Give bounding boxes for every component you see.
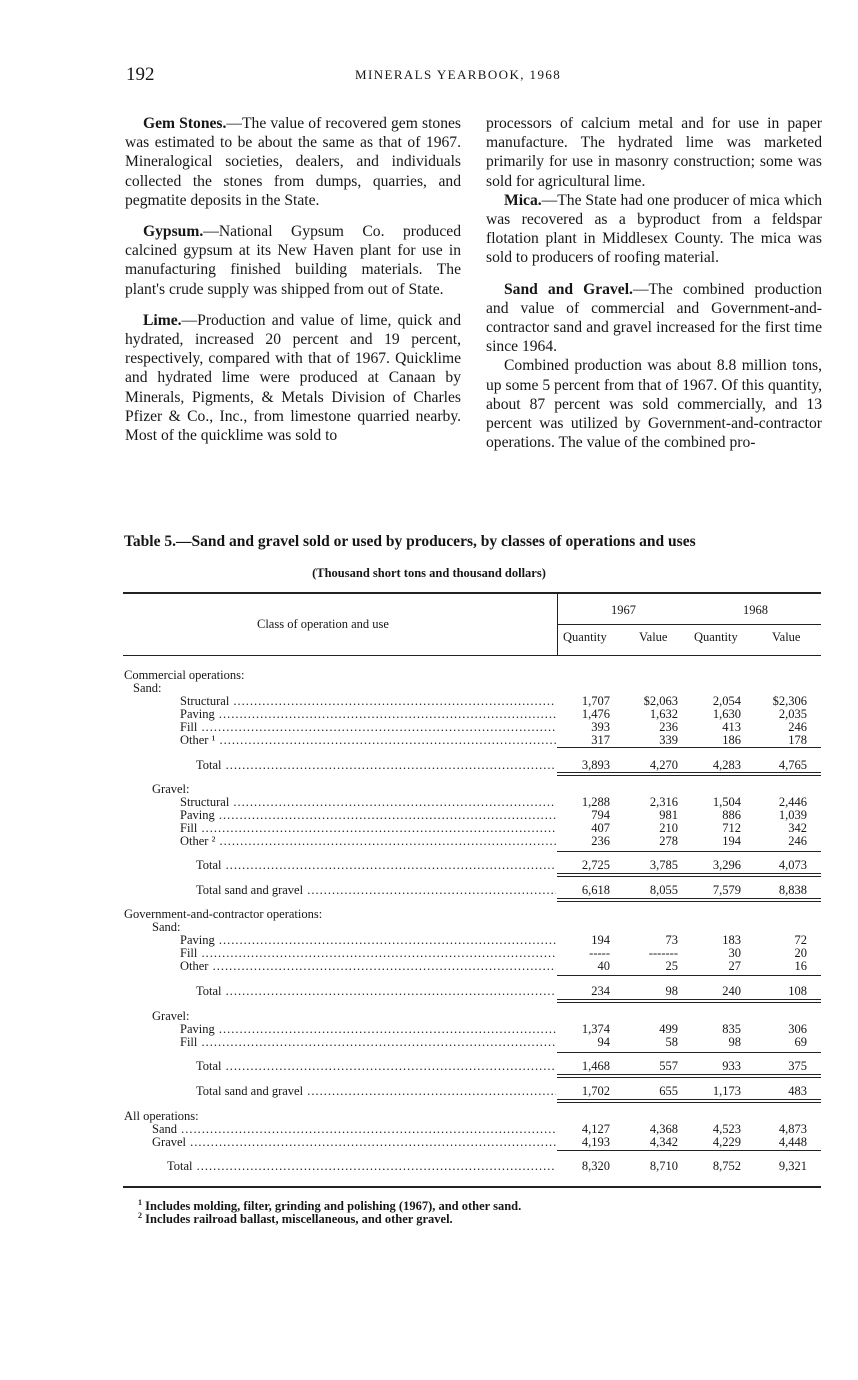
value-1968-cell: 69 [794, 1035, 807, 1049]
footnote-2 [138, 1211, 453, 1227]
quantity-1968-cell: 1,173 [712, 1084, 741, 1098]
total-double-rule [557, 873, 821, 877]
row-label: Paving ..... [180, 1023, 556, 1036]
footnote-2-mark: 2 [138, 1211, 142, 1220]
value-1968-cell: 483 [788, 1084, 807, 1098]
table-row [0, 960, 858, 973]
mica-paragraph [486, 191, 822, 268]
gem-stones-paragraph [125, 114, 461, 210]
quantity-1968-cell: 4,283 [712, 758, 741, 772]
value-1968-cell: 4,765 [778, 758, 807, 772]
footnote-2-text: Includes railroad ballast, miscellaneous, and other gravel. [145, 1212, 453, 1227]
footnote-1-text: Includes molding, filter, grinding and polishing (1967), and other sand. [145, 1199, 522, 1214]
quantity-1967-cell: 8,320 [581, 1159, 610, 1173]
mica-text: —The State had one producer of mica which was recovered as a byproduct from a feldspar flotation plant in Middlesex County. The mica was sold to producers of roofing material. [486, 191, 822, 267]
sand-gravel-paragraph [486, 280, 822, 357]
value-1968-cell: 2,446 [778, 795, 807, 809]
quantity-1968-cell: 712 [722, 821, 741, 835]
value-1967-cell: 58 [665, 1035, 678, 1049]
row-label: Sand ..... [152, 1123, 556, 1136]
row-label: Total ..... [196, 759, 556, 772]
table-subtitle: (Thousand short tons and thousand dollars) [312, 566, 546, 580]
quantity-1968-cell: 1,504 [712, 795, 741, 809]
value-1967-cell: 557 [659, 1059, 678, 1073]
table-row [0, 1060, 858, 1073]
mica-heading: Mica. [504, 191, 542, 209]
total-double-rule [557, 772, 821, 776]
table-row [0, 1160, 858, 1173]
sand-gravel-heading: Sand and Gravel. [504, 280, 633, 298]
value-1967-cell: 2,316 [649, 795, 678, 809]
quantity-1968-cell: 240 [722, 984, 741, 998]
value-1968-cell: 2,035 [778, 707, 807, 721]
quantity-1967-cell: 1,476 [581, 707, 610, 721]
row-label: Fill ..... [180, 822, 556, 835]
table-row [0, 835, 858, 848]
quantity-1967-cell: 94 [597, 1035, 610, 1049]
subtotal-rule [557, 1052, 821, 1053]
value-1967-cell: $2,063 [643, 694, 678, 708]
value-1968-cell: 108 [788, 984, 807, 998]
quantity-1967-cell: 2,725 [581, 858, 610, 872]
quantity-1967-cell: 1,374 [581, 1022, 610, 1036]
row-label: All operations: [124, 1110, 199, 1123]
right-text-column [486, 114, 822, 452]
value-1967-cell: 236 [659, 720, 678, 734]
table-row [0, 1036, 858, 1049]
table-top-rule [123, 592, 821, 594]
value-1968-cell: 9,321 [778, 1159, 807, 1173]
value-1968-cell: 178 [788, 733, 807, 747]
value-1968-header: Value [772, 630, 801, 644]
table-row [0, 1136, 858, 1149]
value-1967-cell: 1,632 [649, 707, 678, 721]
value-1968-cell: 306 [788, 1022, 807, 1036]
value-1968-cell: 342 [788, 821, 807, 835]
year-header-rule [557, 624, 821, 625]
quantity-1968-cell: 8,752 [712, 1159, 741, 1173]
quantity-1967-cell: 6,618 [581, 883, 610, 897]
table-row [0, 985, 858, 998]
table-row [0, 734, 858, 747]
row-label: Total sand and gravel ..... [196, 884, 556, 897]
running-header: MINERALS YEARBOOK, 1968 [355, 67, 562, 82]
page-number: 192 [126, 64, 155, 85]
lime-text: —Production and value of lime, quick and hydrated, increased 20 percent and 19 percent, respectively, compared with that of 1967. Quicklime and hydrated lime were produced at Canaan by Minerals, Pigments, & Metals Division of Charles Pfizer & Co., Inc., from limestone quarried nearby. Most of the quicklime was sold to [125, 311, 461, 445]
value-1968-cell: 8,838 [778, 883, 807, 897]
gypsum-heading: Gypsum. [143, 223, 204, 241]
quantity-1967-cell: 194 [591, 933, 610, 947]
value-1967-cell: 25 [665, 959, 678, 973]
row-label: Structural ..... [180, 796, 556, 809]
left-text-column [125, 114, 461, 445]
table-row [0, 1085, 858, 1098]
value-1967-cell: 4,270 [649, 758, 678, 772]
table-title: Table 5.—Sand and gravel sold or used by producers, by classes of operations and uses [124, 533, 696, 550]
value-1967-cell: 4,368 [649, 1122, 678, 1136]
quantity-1968-cell: 4,523 [712, 1122, 741, 1136]
quantity-1967-cell: 794 [591, 808, 610, 822]
value-1968-cell: 246 [788, 834, 807, 848]
quantity-1967-cell: 1,288 [581, 795, 610, 809]
total-double-rule [557, 999, 821, 1003]
value-1967-cell: ------- [648, 946, 678, 960]
row-label: Paving ..... [180, 809, 556, 822]
value-1967-cell: 4,342 [649, 1135, 678, 1149]
lime-heading: Lime. [143, 311, 182, 329]
table-row [0, 908, 858, 921]
row-label: Fill ..... [180, 947, 556, 960]
value-1967-cell: 73 [665, 933, 678, 947]
quantity-1968-cell: 183 [722, 933, 741, 947]
quantity-1967-cell: 4,127 [581, 1122, 610, 1136]
total-double-rule [557, 898, 821, 902]
value-1967-header: Value [639, 630, 668, 644]
subtotal-rule [557, 851, 821, 852]
quantity-1968-cell: 886 [722, 808, 741, 822]
quantity-1967-cell: 1,707 [581, 694, 610, 708]
table-bottom-rule [123, 1186, 821, 1188]
quantity-1967-cell: 236 [591, 834, 610, 848]
value-1967-cell: 8,055 [649, 883, 678, 897]
combined-production-paragraph: Combined production was about 8.8 million tons, up some 5 percent from that of 1967. Of this quantity, about 87 percent was sold commercially, and 13 percent was utilized by Government-and-contractor operations. The value of the combined pro- [486, 357, 822, 452]
row-label: Total sand and gravel ..... [196, 1085, 556, 1098]
value-1967-cell: 98 [665, 984, 678, 998]
value-1968-cell: 4,073 [778, 858, 807, 872]
table-row [0, 669, 858, 682]
row-label: Total ..... [196, 1060, 556, 1073]
quantity-1968-cell: 186 [722, 733, 741, 747]
quantity-1968-cell: 835 [722, 1022, 741, 1036]
quantity-1967-cell: 407 [591, 821, 610, 835]
row-label: Fill ..... [180, 1036, 556, 1049]
row-label: Fill ..... [180, 721, 556, 734]
row-label: Paving ..... [180, 934, 556, 947]
quantity-1968-header: Quantity [694, 630, 738, 644]
quantity-1968-cell: 933 [722, 1059, 741, 1073]
row-label: Total ..... [196, 859, 556, 872]
quantity-1968-cell: 194 [722, 834, 741, 848]
row-label: Gravel: [152, 783, 190, 796]
row-label: Structural ..... [180, 695, 556, 708]
row-label: Sand: [133, 682, 162, 695]
lime-continued-paragraph: processors of calcium metal and for use in paper manufacture. The hydrated lime was marketed primarily for use in masonry construction; some was sold for agricultural lime. [486, 115, 822, 190]
gem-stones-heading: Gem Stones. [143, 115, 227, 132]
value-1968-cell: 20 [794, 946, 807, 960]
quantity-1967-cell: 393 [591, 720, 610, 734]
value-1967-cell: 8,710 [649, 1159, 678, 1173]
value-1968-cell: 4,448 [778, 1135, 807, 1149]
row-label: Commercial operations: [124, 669, 245, 682]
total-double-rule [557, 1099, 821, 1103]
year-1968-header: 1968 [743, 603, 768, 617]
subtotal-rule [557, 975, 821, 976]
footnote-1-mark: 1 [138, 1198, 142, 1207]
value-1968-cell: 4,873 [778, 1122, 807, 1136]
quantity-1968-cell: 30 [728, 946, 741, 960]
table-row [0, 859, 858, 872]
quantity-1968-cell: 1,630 [712, 707, 741, 721]
quantity-1968-cell: 4,229 [712, 1135, 741, 1149]
row-label: Sand: [152, 921, 181, 934]
value-1968-cell: 1,039 [778, 808, 807, 822]
quantity-1968-cell: 413 [722, 720, 741, 734]
value-1967-cell: 655 [659, 1084, 678, 1098]
subtotal-rule [557, 747, 821, 748]
value-1968-cell: 375 [788, 1059, 807, 1073]
value-1968-cell: 246 [788, 720, 807, 734]
row-label: Gravel ..... [152, 1136, 556, 1149]
value-1967-cell: 981 [659, 808, 678, 822]
total-double-rule [557, 1074, 821, 1078]
row-label: Government-and-contractor operations: [124, 908, 323, 921]
quantity-1967-cell: 4,193 [581, 1135, 610, 1149]
stub-header: Class of operation and use [257, 617, 389, 631]
row-label: Other ..... [180, 960, 556, 973]
row-label: Paving ..... [180, 708, 556, 721]
row-label: Total ..... [196, 985, 556, 998]
quantity-1968-cell: 98 [728, 1035, 741, 1049]
quantity-1967-cell: 3,893 [581, 758, 610, 772]
quantity-1968-cell: 3,296 [712, 858, 741, 872]
row-label: Gravel: [152, 1010, 190, 1023]
value-1967-cell: 210 [659, 821, 678, 835]
column-header-rule [123, 655, 821, 656]
table-row [0, 884, 858, 897]
subtotal-rule [557, 1150, 821, 1151]
value-1967-cell: 3,785 [649, 858, 678, 872]
table-row [0, 759, 858, 772]
quantity-1968-cell: 27 [728, 959, 741, 973]
row-label: Other ¹ ..... [180, 734, 556, 747]
value-1967-cell: 339 [659, 733, 678, 747]
value-1967-cell: 278 [659, 834, 678, 848]
value-1968-cell: 16 [794, 959, 807, 973]
value-1967-cell: 499 [659, 1022, 678, 1036]
quantity-1967-cell: ----- [589, 946, 610, 960]
row-label: Other ² ..... [180, 835, 556, 848]
quantity-1967-cell: 1,702 [581, 1084, 610, 1098]
sand-gravel-text: —The combined production and value of commercial and Government-and-contractor sand and gravel increased for the first time since 1964. [486, 280, 822, 356]
quantity-1967-cell: 234 [591, 984, 610, 998]
gem-stones-text: —The value of recovered gem stones was estimated to be about the same as that of 1967. Mineralogical societies, dealers, and individuals collected the stones from dumps, quarries, and pegmatite deposits in the State. [125, 115, 461, 209]
gypsum-paragraph [125, 222, 461, 299]
gypsum-text: —National Gypsum Co. produced calcined gypsum at its New Haven plant for use in manufacturing finished building materials. The plant's crude supply was shipped from out of State. [125, 223, 461, 298]
year-1967-header: 1967 [611, 603, 636, 617]
quantity-1967-cell: 40 [597, 959, 610, 973]
row-label: Total ..... [167, 1160, 556, 1173]
quantity-1968-cell: 2,054 [712, 694, 741, 708]
quantity-1967-cell: 1,468 [581, 1059, 610, 1073]
quantity-1968-cell: 7,579 [712, 883, 741, 897]
value-1968-cell: 72 [794, 933, 807, 947]
quantity-1967-header: Quantity [563, 630, 607, 644]
quantity-1967-cell: 317 [591, 733, 610, 747]
value-1968-cell: $2,306 [772, 694, 807, 708]
lime-paragraph [125, 311, 461, 445]
